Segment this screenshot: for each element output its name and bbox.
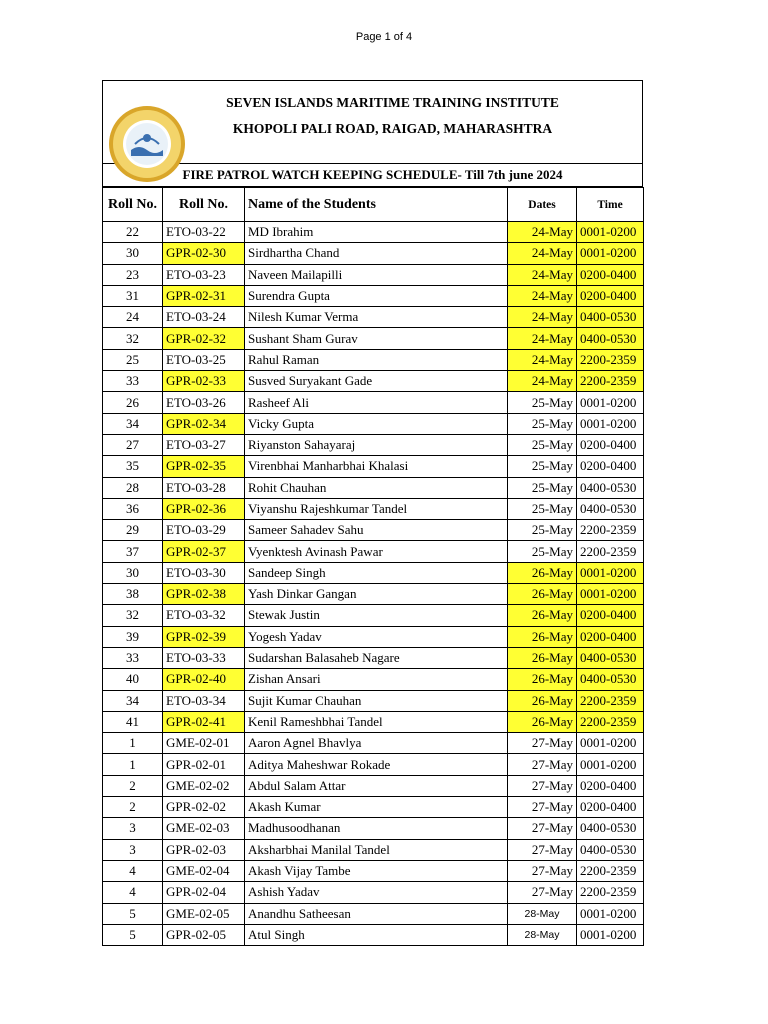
cell-roll-code: GPR-02-39 bbox=[163, 626, 245, 647]
cell-student-name: Sameer Sahadev Sahu bbox=[245, 520, 508, 541]
table-row bbox=[103, 903, 644, 924]
cell-student-name: Yogesh Yadav bbox=[245, 626, 508, 647]
cell-student-name: Sushant Sham Gurav bbox=[245, 328, 508, 349]
cell-time: 0001-0200 bbox=[577, 584, 644, 605]
cell-student-name: Akash Kumar bbox=[245, 797, 508, 818]
cell-roll-code: ETO-03-22 bbox=[163, 222, 245, 243]
cell-roll-code: ETO-03-29 bbox=[163, 520, 245, 541]
table-row bbox=[103, 839, 644, 860]
cell-time: 2200-2359 bbox=[577, 882, 644, 903]
table-row bbox=[103, 775, 644, 796]
cell-student-name: Yash Dinkar Gangan bbox=[245, 584, 508, 605]
cell-student-name: Vyenktesh Avinash Pawar bbox=[245, 541, 508, 562]
institute-logo-icon bbox=[107, 104, 187, 184]
cell-student-name: Rahul Raman bbox=[245, 349, 508, 370]
table-header-row bbox=[103, 188, 644, 222]
cell-roll-no: 2 bbox=[103, 775, 163, 796]
cell-time: 0200-0400 bbox=[577, 605, 644, 626]
cell-roll-code: ETO-03-23 bbox=[163, 264, 245, 285]
cell-roll-no: 39 bbox=[103, 626, 163, 647]
cell-student-name: Rasheef Ali bbox=[245, 392, 508, 413]
cell-roll-no: 3 bbox=[103, 839, 163, 860]
cell-date: 24-May bbox=[508, 307, 577, 328]
cell-student-name: Anandhu Satheesan bbox=[245, 903, 508, 924]
table-row bbox=[103, 349, 644, 370]
cell-time: 2200-2359 bbox=[577, 371, 644, 392]
cell-date: 24-May bbox=[508, 243, 577, 264]
cell-student-name: Kenil Rameshbhai Tandel bbox=[245, 711, 508, 732]
cell-student-name: Ashish Yadav bbox=[245, 882, 508, 903]
cell-roll-code: ETO-03-33 bbox=[163, 647, 245, 668]
table-row bbox=[103, 477, 644, 498]
cell-student-name: Viyanshu Rajeshkumar Tandel bbox=[245, 498, 508, 519]
cell-student-name: Virenbhai Manharbhai Khalasi bbox=[245, 456, 508, 477]
table-row bbox=[103, 392, 644, 413]
column-header-roll-no: Roll No. bbox=[103, 188, 163, 222]
cell-student-name: Surendra Gupta bbox=[245, 285, 508, 306]
table-row bbox=[103, 626, 644, 647]
table-row bbox=[103, 754, 644, 775]
cell-time: 0001-0200 bbox=[577, 754, 644, 775]
schedule-title: FIRE PATROL WATCH KEEPING SCHEDULE- Till 7th june 2024 bbox=[102, 163, 643, 187]
table-row bbox=[103, 222, 644, 243]
table-row bbox=[103, 669, 644, 690]
cell-date: 27-May bbox=[508, 882, 577, 903]
cell-time: 0001-0200 bbox=[577, 222, 644, 243]
cell-roll-no: 35 bbox=[103, 456, 163, 477]
cell-date: 28-May bbox=[508, 924, 577, 945]
cell-time: 0200-0400 bbox=[577, 434, 644, 455]
cell-roll-code: GPR-02-34 bbox=[163, 413, 245, 434]
cell-roll-no: 30 bbox=[103, 243, 163, 264]
cell-student-name: Naveen Mailapilli bbox=[245, 264, 508, 285]
cell-roll-no: 33 bbox=[103, 371, 163, 392]
cell-roll-no: 5 bbox=[103, 924, 163, 945]
cell-student-name: Sandeep Singh bbox=[245, 562, 508, 583]
cell-date: 27-May bbox=[508, 860, 577, 881]
cell-roll-code: GPR-02-38 bbox=[163, 584, 245, 605]
table-row bbox=[103, 413, 644, 434]
table-row bbox=[103, 605, 644, 626]
cell-roll-code: GPR-02-33 bbox=[163, 371, 245, 392]
cell-student-name: Akash Vijay Tambe bbox=[245, 860, 508, 881]
cell-date: 24-May bbox=[508, 349, 577, 370]
cell-roll-no: 3 bbox=[103, 818, 163, 839]
cell-time: 0400-0530 bbox=[577, 498, 644, 519]
cell-time: 2200-2359 bbox=[577, 690, 644, 711]
cell-student-name: Rohit Chauhan bbox=[245, 477, 508, 498]
cell-student-name: Atul Singh bbox=[245, 924, 508, 945]
table-row bbox=[103, 434, 644, 455]
cell-roll-no: 34 bbox=[103, 690, 163, 711]
table-row bbox=[103, 520, 644, 541]
table-row bbox=[103, 371, 644, 392]
cell-student-name: Aksharbhai Manilal Tandel bbox=[245, 839, 508, 860]
cell-roll-no: 23 bbox=[103, 264, 163, 285]
cell-roll-code: GPR-02-37 bbox=[163, 541, 245, 562]
cell-student-name: Aaron Agnel Bhavlya bbox=[245, 733, 508, 754]
cell-roll-code: GPR-02-05 bbox=[163, 924, 245, 945]
cell-roll-code: ETO-03-30 bbox=[163, 562, 245, 583]
table-row bbox=[103, 541, 644, 562]
cell-time: 0200-0400 bbox=[577, 264, 644, 285]
cell-time: 2200-2359 bbox=[577, 520, 644, 541]
table-row bbox=[103, 711, 644, 732]
cell-date: 25-May bbox=[508, 498, 577, 519]
cell-roll-no: 4 bbox=[103, 860, 163, 881]
cell-student-name: Nilesh Kumar Verma bbox=[245, 307, 508, 328]
cell-roll-no: 2 bbox=[103, 797, 163, 818]
cell-time: 0400-0530 bbox=[577, 647, 644, 668]
document-header bbox=[102, 80, 643, 163]
cell-time: 0001-0200 bbox=[577, 562, 644, 583]
cell-date: 26-May bbox=[508, 647, 577, 668]
cell-roll-no: 31 bbox=[103, 285, 163, 306]
table-row bbox=[103, 818, 644, 839]
cell-date: 25-May bbox=[508, 541, 577, 562]
cell-student-name: Sudarshan Balasaheb Nagare bbox=[245, 647, 508, 668]
cell-student-name: Zishan Ansari bbox=[245, 669, 508, 690]
cell-roll-no: 33 bbox=[103, 647, 163, 668]
table-row bbox=[103, 328, 644, 349]
table-row bbox=[103, 584, 644, 605]
cell-student-name: Madhusoodhanan bbox=[245, 818, 508, 839]
cell-date: 26-May bbox=[508, 584, 577, 605]
cell-roll-code: GPR-02-35 bbox=[163, 456, 245, 477]
cell-time: 0200-0400 bbox=[577, 626, 644, 647]
institute-address: KHOPOLI PALI ROAD, RAIGAD, MAHARASHTRA bbox=[232, 121, 553, 136]
cell-date: 24-May bbox=[508, 222, 577, 243]
table-row bbox=[103, 733, 644, 754]
cell-date: 27-May bbox=[508, 733, 577, 754]
cell-date: 26-May bbox=[508, 605, 577, 626]
cell-date: 24-May bbox=[508, 285, 577, 306]
cell-roll-code: ETO-03-28 bbox=[163, 477, 245, 498]
cell-roll-no: 34 bbox=[103, 413, 163, 434]
cell-roll-code: GPR-02-01 bbox=[163, 754, 245, 775]
schedule-document bbox=[102, 80, 643, 946]
column-header-roll-code: Roll No. bbox=[163, 188, 245, 222]
cell-roll-no: 29 bbox=[103, 520, 163, 541]
cell-student-name: Abdul Salam Attar bbox=[245, 775, 508, 796]
cell-time: 0200-0400 bbox=[577, 775, 644, 796]
cell-student-name: Vicky Gupta bbox=[245, 413, 508, 434]
cell-roll-code: ETO-03-32 bbox=[163, 605, 245, 626]
cell-time: 0200-0400 bbox=[577, 797, 644, 818]
cell-date: 25-May bbox=[508, 520, 577, 541]
cell-roll-no: 24 bbox=[103, 307, 163, 328]
cell-date: 27-May bbox=[508, 839, 577, 860]
cell-time: 0001-0200 bbox=[577, 924, 644, 945]
cell-time: 0001-0200 bbox=[577, 733, 644, 754]
cell-roll-code: ETO-03-25 bbox=[163, 349, 245, 370]
table-row bbox=[103, 860, 644, 881]
cell-time: 0001-0200 bbox=[577, 392, 644, 413]
cell-roll-no: 28 bbox=[103, 477, 163, 498]
cell-time: 2200-2359 bbox=[577, 860, 644, 881]
cell-roll-no: 5 bbox=[103, 903, 163, 924]
cell-date: 25-May bbox=[508, 413, 577, 434]
institute-name: SEVEN ISLANDS MARITIME TRAINING INSTITUTE bbox=[226, 95, 559, 110]
cell-roll-code: GPR-02-41 bbox=[163, 711, 245, 732]
cell-roll-no: 40 bbox=[103, 669, 163, 690]
cell-time: 2200-2359 bbox=[577, 711, 644, 732]
cell-date: 26-May bbox=[508, 669, 577, 690]
cell-time: 0001-0200 bbox=[577, 413, 644, 434]
cell-roll-no: 4 bbox=[103, 882, 163, 903]
table-row bbox=[103, 498, 644, 519]
cell-roll-no: 22 bbox=[103, 222, 163, 243]
cell-roll-code: GPR-02-04 bbox=[163, 882, 245, 903]
column-header-time: Time bbox=[577, 188, 644, 222]
cell-date: 25-May bbox=[508, 392, 577, 413]
page-number: Page 1 of 4 bbox=[355, 31, 413, 43]
cell-roll-no: 32 bbox=[103, 328, 163, 349]
table-row bbox=[103, 456, 644, 477]
cell-time: 0400-0530 bbox=[577, 669, 644, 690]
cell-time: 0400-0530 bbox=[577, 818, 644, 839]
table-row bbox=[103, 307, 644, 328]
cell-time: 0200-0400 bbox=[577, 285, 644, 306]
cell-time: 0400-0530 bbox=[577, 839, 644, 860]
table-row bbox=[103, 264, 644, 285]
cell-student-name: Sirdhartha Chand bbox=[245, 243, 508, 264]
cell-date: 24-May bbox=[508, 328, 577, 349]
cell-date: 26-May bbox=[508, 690, 577, 711]
table-row bbox=[103, 690, 644, 711]
cell-date: 26-May bbox=[508, 711, 577, 732]
table-row bbox=[103, 647, 644, 668]
cell-date: 25-May bbox=[508, 434, 577, 455]
cell-date: 26-May bbox=[508, 562, 577, 583]
cell-date: 24-May bbox=[508, 264, 577, 285]
cell-student-name: Stewak Justin bbox=[245, 605, 508, 626]
cell-time: 0001-0200 bbox=[577, 243, 644, 264]
cell-roll-no: 38 bbox=[103, 584, 163, 605]
cell-date: 24-May bbox=[508, 371, 577, 392]
cell-time: 0001-0200 bbox=[577, 903, 644, 924]
cell-roll-code: GPR-02-31 bbox=[163, 285, 245, 306]
cell-roll-no: 37 bbox=[103, 541, 163, 562]
schedule-table bbox=[102, 187, 644, 946]
cell-time: 2200-2359 bbox=[577, 349, 644, 370]
cell-roll-code: GPR-02-36 bbox=[163, 498, 245, 519]
cell-roll-code: GME-02-01 bbox=[163, 733, 245, 754]
cell-roll-no: 36 bbox=[103, 498, 163, 519]
cell-roll-code: GPR-02-03 bbox=[163, 839, 245, 860]
cell-student-name: Riyanston Sahayaraj bbox=[245, 434, 508, 455]
cell-roll-no: 41 bbox=[103, 711, 163, 732]
cell-roll-code: GME-02-03 bbox=[163, 818, 245, 839]
column-header-name: Name of the Students bbox=[245, 188, 508, 222]
cell-roll-code: ETO-03-24 bbox=[163, 307, 245, 328]
cell-date: 27-May bbox=[508, 754, 577, 775]
cell-roll-no: 27 bbox=[103, 434, 163, 455]
cell-roll-no: 1 bbox=[103, 754, 163, 775]
table-row bbox=[103, 243, 644, 264]
table-body bbox=[103, 222, 644, 946]
cell-roll-code: GME-02-04 bbox=[163, 860, 245, 881]
cell-roll-no: 26 bbox=[103, 392, 163, 413]
cell-date: 27-May bbox=[508, 818, 577, 839]
cell-roll-code: ETO-03-34 bbox=[163, 690, 245, 711]
cell-roll-no: 30 bbox=[103, 562, 163, 583]
cell-roll-no: 32 bbox=[103, 605, 163, 626]
table-row bbox=[103, 924, 644, 945]
cell-date: 25-May bbox=[508, 456, 577, 477]
cell-date: 28-May bbox=[508, 903, 577, 924]
cell-time: 0200-0400 bbox=[577, 456, 644, 477]
cell-student-name: MD Ibrahim bbox=[245, 222, 508, 243]
cell-roll-no: 25 bbox=[103, 349, 163, 370]
cell-student-name: Susved Suryakant Gade bbox=[245, 371, 508, 392]
table-row bbox=[103, 797, 644, 818]
cell-roll-code: GME-02-05 bbox=[163, 903, 245, 924]
cell-date: 25-May bbox=[508, 477, 577, 498]
cell-date: 27-May bbox=[508, 797, 577, 818]
cell-roll-code: GPR-02-30 bbox=[163, 243, 245, 264]
cell-time: 0400-0530 bbox=[577, 307, 644, 328]
cell-roll-code: GPR-02-02 bbox=[163, 797, 245, 818]
cell-date: 27-May bbox=[508, 775, 577, 796]
cell-time: 0400-0530 bbox=[577, 477, 644, 498]
cell-roll-code: GPR-02-40 bbox=[163, 669, 245, 690]
cell-student-name: Sujit Kumar Chauhan bbox=[245, 690, 508, 711]
cell-roll-code: ETO-03-27 bbox=[163, 434, 245, 455]
table-row bbox=[103, 285, 644, 306]
cell-date: 26-May bbox=[508, 626, 577, 647]
cell-roll-no: 1 bbox=[103, 733, 163, 754]
cell-roll-code: GPR-02-32 bbox=[163, 328, 245, 349]
cell-time: 0400-0530 bbox=[577, 328, 644, 349]
cell-roll-code: GME-02-02 bbox=[163, 775, 245, 796]
cell-roll-code: ETO-03-26 bbox=[163, 392, 245, 413]
cell-time: 2200-2359 bbox=[577, 541, 644, 562]
table-row bbox=[103, 562, 644, 583]
column-header-dates: Dates bbox=[508, 188, 577, 222]
table-row bbox=[103, 882, 644, 903]
cell-student-name: Aditya Maheshwar Rokade bbox=[245, 754, 508, 775]
